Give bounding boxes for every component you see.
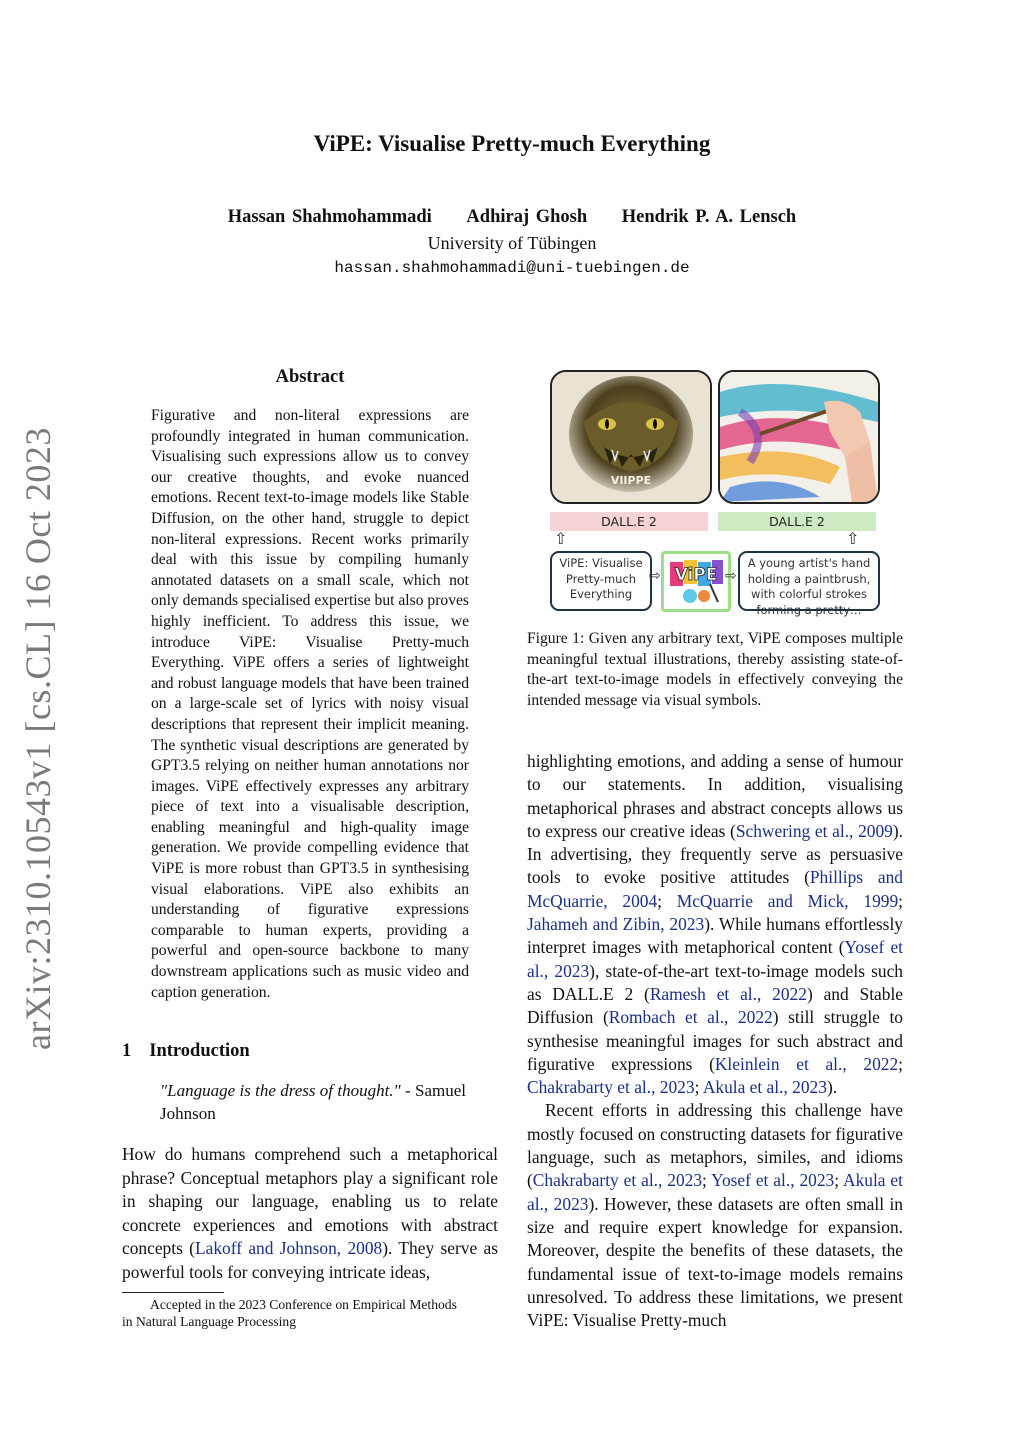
- vipe-logo: [661, 551, 731, 612]
- up-arrow-icon: ⇧: [846, 529, 860, 548]
- paragraph-text: How do humans comprehend such a metaphorical phrase? Conceptual metaphors play a significant role in shaping our language, enabling us to relate concrete experiences and emotions with abstract concepts (: [122, 1144, 498, 1259]
- footnote: [122, 1296, 498, 1330]
- paragraph: highlighting emotions, and adding a sense of humour to our statements. In addition, visualising metaphorical phrases and abstract concepts allows us to express our creative ideas (Schwering et al., 2009). In advertising, they frequently serve as persuasive tools to evoke positive attitudes (Phillips and McQuarrie, 2004; McQuarrie and Mick, 1999; Jahameh and Zibin, 2023). While humans effortlessly interpret images with metaphorical content (Yosef et al., 2023), state-of-the-art text-to-image models such as DALL.E 2 (Ramesh et al., 2022) and Stable Diffusion (Rombach et al., 2022) still struggle to synthesise meaningful images for such abstract and figurative expressions (Kleinlein et al., 2022; Chakrabarty et al., 2023; Akula et al., 2023).: [527, 751, 904, 1098]
- intro-paragraph: [122, 1143, 498, 1285]
- footnote-divider: [122, 1292, 224, 1293]
- paintbrush-generated-image: [718, 370, 880, 504]
- epigraph: [160, 1079, 466, 1125]
- paper-title: ViPE: Visualise Pretty-much Everything: [313, 131, 711, 156]
- input-text-box: ViPE: Visualise Pretty-much Everything: [550, 551, 652, 611]
- snake-image-caption: VIIPPE: [610, 474, 652, 487]
- citation-link[interactable]: McQuarrie and Mick, 1999: [676, 890, 899, 911]
- snake-generated-image: [550, 370, 712, 504]
- footnote-line: Accepted in the 2023 Conference on Empirical Methods: [150, 1297, 457, 1312]
- up-arrow-icon: ⇧: [554, 529, 568, 548]
- right-arrow-icon: ⇨: [649, 568, 661, 584]
- abstract-heading: Abstract: [275, 367, 345, 387]
- paragraph: Recent efforts in addressing this challenge have mostly focused on constructing datasets for figurative language, such as metaphors, similes, and idioms (Chakrabarty et al., 2023; Yosef et al., 2023; Akula et al., 2023). However, these datasets are often small in size and require expert knowledge for expansion. Moreover, despite the benefits of these datasets, the fundamental issue of text-to-image models remains unresolved. To address these limitations, we present ViPE: Visualise Pretty-much: [527, 1100, 903, 1331]
- citation-link[interactable]: Akula et al., 2023: [702, 1077, 827, 1098]
- citation-link[interactable]: Rombach et al., 2022: [608, 1007, 773, 1028]
- citation-link[interactable]: Yosef et al., 2023: [711, 1170, 835, 1191]
- author-1: Hassan Shahmohammadi: [227, 207, 432, 227]
- citation-link[interactable]: Ramesh et al., 2022: [649, 983, 807, 1004]
- footnote-line: in Natural Language Processing: [122, 1314, 297, 1329]
- vipe-logo-icon: [664, 554, 728, 609]
- author-2: Adhiraj Ghosh: [466, 207, 588, 227]
- citation-link[interactable]: Kleinlein et al., 2022: [714, 1053, 899, 1074]
- affiliation: University of Tübingen: [427, 233, 597, 253]
- figure-caption: Figure 1: Given any arbitrary text, ViPE composes multiple meaningful textual illustrations, thereby assisting state-of-the-art text-to-image models in effectively conveying the intended message via visual symbols.: [527, 630, 903, 709]
- section-heading: [122, 1041, 250, 1062]
- epigraph-author: - Samuel Johnson: [160, 1081, 466, 1123]
- snake-illustration: [552, 372, 710, 502]
- right-arrow-icon: ⇨: [725, 568, 737, 584]
- citation-link[interactable]: Chakrabarty et al., 2023: [527, 1077, 695, 1098]
- citation-link[interactable]: Lakoff and Johnson, 2008: [194, 1238, 383, 1259]
- citation-link[interactable]: Phillips and McQuarrie, 2004: [527, 867, 903, 911]
- citation-link[interactable]: Jahameh and Zibin, 2023: [527, 914, 705, 935]
- citation-link[interactable]: Schwering et al., 2009: [735, 820, 893, 841]
- section-number: 1: [122, 1041, 132, 1061]
- arxiv-identifier: arXiv:2310.10543v1 [cs.CL] 16 Oct 2023: [18, 427, 58, 1050]
- vipe-logo-text: ViPE: [674, 565, 718, 585]
- abstract-text: Figurative and non-literal expressions are profoundly integrated in human communication. Visualising such expressions allow us to convey our creative thoughts, and evoke nuanced emotions. Recent text-to-image models like Stable Diffusion, on the other hand, struggle to depict non-literal expressions. Recent works primarily deal with this issue by compiling humanly annotated datasets on a small scale, which not only demands specialised expertise but also proves highly inefficient. To address this issue, we introduce ViPE: Visualise Pretty-much Everything. ViPE offers a series of lightweight and robust language models that have been trained on a large-scale set of lyrics with noisy visual descriptions that represent their implicit meaning. The synthetic visual descriptions are generated by GPT3.5 relying on neither human annotations nor images. ViPE effectively expresses any arbitrary piece of text into a visualisable description, enabling meaningful and high-quality image generation. We provide compelling evidence that ViPE is more robust than GPT3.5 in synthesising visual elaborations. ViPE also exhibits an understanding of figurative expressions comparable to human experts, providing a powerful and open-source backbone to many downstream applications such as music video and caption generation.: [151, 407, 469, 1001]
- citation-link[interactable]: Yosef et al., 2023: [527, 937, 903, 981]
- model-label-left: DALL.E 2: [550, 512, 708, 531]
- output-text-box: A young artist's hand holding a paintbrush, with colorful strokes forming a pretty…: [738, 551, 880, 611]
- right-column-text: [527, 750, 903, 1332]
- author-email[interactable]: hassan.shahmohammadi@uni-tuebingen.de: [334, 259, 690, 277]
- epigraph-quote: "Language is the dress of thought.": [160, 1081, 401, 1100]
- section-title: Introduction: [149, 1041, 250, 1061]
- author-3: Hendrik P. A. Lensch: [621, 207, 797, 227]
- paintbrush-illustration: [720, 372, 878, 502]
- paragraph-text: ). They serve as powerful tools for conveying intricate ideas,: [122, 1238, 499, 1282]
- model-label-right: DALL.E 2: [718, 512, 876, 531]
- citation-link[interactable]: Chakrabarty et al., 2023: [532, 1170, 703, 1191]
- author-list: [0, 207, 1024, 228]
- citation-link[interactable]: Akula et al., 2023: [527, 1170, 903, 1214]
